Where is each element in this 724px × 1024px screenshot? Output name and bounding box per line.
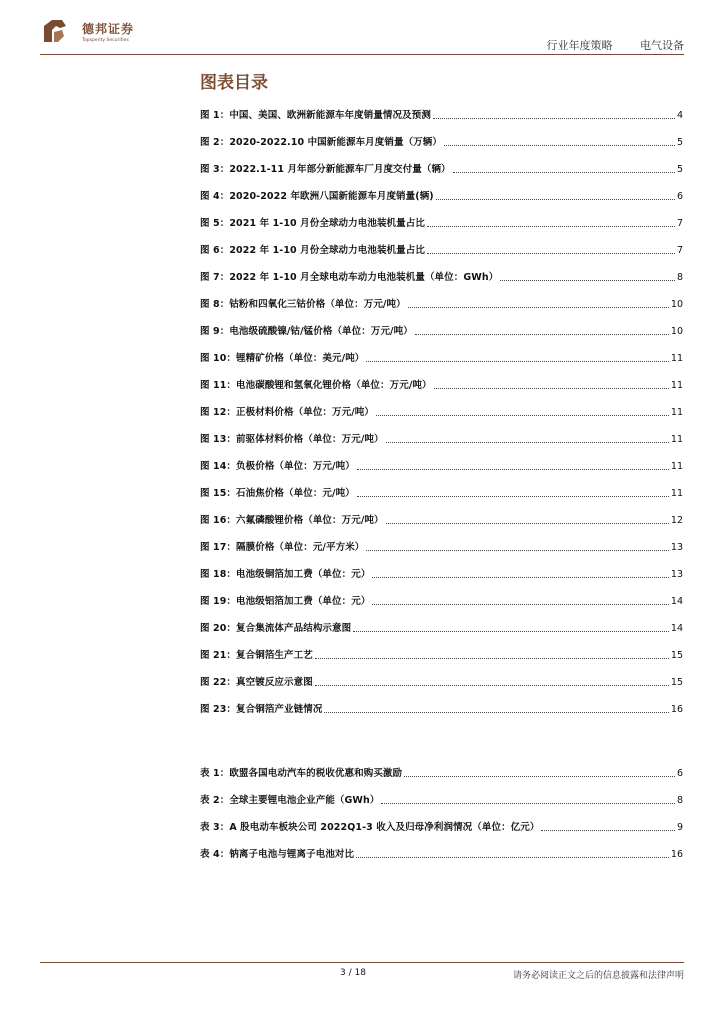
- toc-item-label: 图 9：电池级硫酸镍/钴/锰价格（单位：万元/吨）: [200, 326, 413, 337]
- dot-leader: [500, 279, 675, 281]
- toc-item-figure-6[interactable]: [200, 239, 683, 257]
- toc-item-page: 11: [670, 407, 683, 418]
- toc-item-page: 14: [670, 596, 683, 607]
- toc-item-label: 图 13：前驱体材料价格（单位：万元/吨）: [200, 434, 384, 445]
- dot-leader: [434, 387, 669, 389]
- toc-item-figure-23[interactable]: [200, 698, 683, 716]
- toc-item-page: 11: [670, 353, 683, 364]
- dot-leader: [453, 171, 675, 173]
- toc-item-figure-11[interactable]: [200, 374, 683, 392]
- sector-name: 电气设备: [640, 39, 684, 52]
- toc-item-figure-4[interactable]: [200, 185, 683, 203]
- toc-item-figure-22[interactable]: [200, 671, 683, 689]
- page-number: 3 / 18: [340, 968, 366, 978]
- toc-item-page: 16: [670, 704, 683, 715]
- report-header-tags: [523, 37, 685, 53]
- toc-item-page: 11: [670, 488, 683, 499]
- dot-leader: [366, 360, 669, 362]
- toc-item-figure-10[interactable]: [200, 347, 683, 365]
- toc-item-label: 图 6：2022 年 1-10 月份全球动力电池装机量占比: [200, 245, 425, 256]
- toc-item-page: 11: [670, 434, 683, 445]
- toc-item-label: 图 11：电池碳酸锂和氢氧化锂价格（单位：万元/吨）: [200, 380, 432, 391]
- toc-item-page: 7: [676, 245, 683, 256]
- dot-leader: [315, 657, 669, 659]
- toc-item-label: 图 12：正极材料价格（单位：万元/吨）: [200, 407, 374, 418]
- toc-item-label: 图 8：钴粉和四氧化三钴价格（单位：万元/吨）: [200, 299, 406, 310]
- toc-item-table-1[interactable]: [200, 762, 683, 780]
- toc-item-page: 10: [670, 299, 683, 310]
- dot-leader: [433, 117, 675, 119]
- toc-item-figure-20[interactable]: [200, 617, 683, 635]
- dot-leader: [436, 198, 675, 200]
- toc-item-page: 10: [670, 326, 683, 337]
- toc-item-page: 16: [670, 849, 683, 860]
- dot-leader: [427, 225, 675, 227]
- toc-item-page: 6: [676, 191, 683, 202]
- toc-item-page: 5: [676, 137, 683, 148]
- dot-leader: [386, 522, 669, 524]
- dot-leader: [386, 441, 669, 443]
- dot-leader: [381, 802, 674, 804]
- toc-item-label: 图 19：电池级铝箔加工费（单位：元）: [200, 596, 371, 607]
- dot-leader: [408, 306, 669, 308]
- dot-leader: [404, 775, 675, 777]
- toc-item-figure-13[interactable]: [200, 428, 683, 446]
- toc-item-page: 11: [670, 461, 683, 472]
- toc-item-figure-16[interactable]: [200, 509, 683, 527]
- dot-leader: [372, 576, 668, 578]
- dot-leader: [366, 549, 669, 551]
- toc-item-page: 6: [676, 768, 683, 779]
- company-logo: [40, 14, 150, 50]
- toc-item-table-4[interactable]: [200, 843, 683, 861]
- toc-item-label: 图 17：隔膜价格（单位：元/平方米）: [200, 542, 365, 553]
- dot-leader: [444, 144, 675, 146]
- toc-item-figure-7[interactable]: [200, 266, 683, 284]
- dot-leader: [353, 630, 669, 632]
- toc-item-label: 图 22：真空镀反应示意图: [200, 677, 313, 688]
- dot-leader: [376, 414, 669, 416]
- toc-item-figure-3[interactable]: [200, 158, 683, 176]
- toc-item-label: 表 1：欧盟各国电动汽车的税收优惠和购买激励: [200, 768, 403, 779]
- dot-leader: [427, 252, 675, 254]
- toc-item-label: 图 20：复合集流体产品结构示意图: [200, 623, 352, 634]
- report-type: 行业年度策略: [546, 39, 613, 52]
- toc-item-label: 图 1：中国、美国、欧洲新能源车年度销量情况及预测: [200, 110, 431, 121]
- toc-item-page: 8: [676, 795, 683, 806]
- toc-item-label: 图 23：复合铜箔产业链情况: [200, 704, 323, 715]
- dot-leader: [415, 333, 669, 335]
- logo-english-name: Topsperity Securities: [82, 38, 129, 43]
- toc-item-page: 12: [670, 515, 683, 526]
- header-divider: [40, 54, 684, 55]
- toc-item-page: 7: [676, 218, 683, 229]
- toc-item-label: 表 3：A 股电动车板块公司 2022Q1-3 收入及归母净利润情况（单位：亿元）: [200, 822, 540, 833]
- toc-item-page: 5: [676, 164, 683, 175]
- toc-item-figure-21[interactable]: [200, 644, 683, 662]
- toc-item-page: 15: [670, 650, 683, 661]
- toc-item-label: 图 5：2021 年 1-10 月份全球动力电池装机量占比: [200, 218, 425, 229]
- toc-item-page: 13: [670, 542, 683, 553]
- toc-item-figure-2[interactable]: [200, 131, 683, 149]
- toc-item-table-3[interactable]: [200, 816, 683, 834]
- toc-item-figure-5[interactable]: [200, 212, 683, 230]
- dot-leader: [357, 468, 669, 470]
- toc-item-page: 11: [670, 380, 683, 391]
- toc-item-table-2[interactable]: [200, 789, 683, 807]
- toc-item-label: 表 2：全球主要锂电池企业产能（GWh）: [200, 795, 380, 806]
- dot-leader: [372, 603, 668, 605]
- toc-item-figure-15[interactable]: [200, 482, 683, 500]
- toc-item-page: 14: [670, 623, 683, 634]
- dot-leader: [324, 711, 668, 713]
- toc-item-figure-14[interactable]: [200, 455, 683, 473]
- toc-item-page: 13: [670, 569, 683, 580]
- toc-item-label: 图 3：2022.1-11 月年部分新能源车厂月度交付量（辆）: [200, 164, 451, 175]
- toc-item-label: 图 18：电池级铜箔加工费（单位：元）: [200, 569, 371, 580]
- toc-item-page: 9: [676, 822, 683, 833]
- dot-leader: [315, 684, 669, 686]
- toc-item-label: 图 16：六氟磷酸锂价格（单位：万元/吨）: [200, 515, 384, 526]
- toc-item-page: 4: [676, 110, 683, 121]
- toc-item-figure-9[interactable]: [200, 320, 683, 338]
- toc-item-label: 图 10：锂精矿价格（单位：美元/吨）: [200, 353, 365, 364]
- toc-item-label: 图 14：负极价格（单位：万元/吨）: [200, 461, 355, 472]
- toc-item-label: 图 21：复合铜箔生产工艺: [200, 650, 313, 661]
- dot-leader: [541, 829, 674, 831]
- toc-item-figure-12[interactable]: [200, 401, 683, 419]
- dot-leader: [356, 856, 669, 858]
- dot-leader: [357, 495, 669, 497]
- toc-item-label: 图 7：2022 年 1-10 月全球电动车动力电池装机量（单位：GWh）: [200, 272, 499, 283]
- toc-item-label: 图 2：2020-2022.10 中国新能源车月度销量（万辆）: [200, 137, 442, 148]
- toc-item-page: 8: [676, 272, 683, 283]
- toc-item-label: 图 4：2020-2022 年欧洲八国新能源车月度销量(辆): [200, 191, 434, 202]
- toc-item-label: 图 15：石油焦价格（单位：元/吨）: [200, 488, 355, 499]
- toc-item-figure-19[interactable]: [200, 590, 683, 608]
- section-title: 图表目录: [200, 73, 268, 93]
- footer-divider: [40, 962, 684, 963]
- legal-disclaimer: 请务必阅读正文之后的信息披露和法律声明: [512, 971, 684, 981]
- toc-item-page: 15: [670, 677, 683, 688]
- toc-item-figure-8[interactable]: [200, 293, 683, 311]
- logo-name: 德邦证券: [82, 22, 135, 36]
- toc-item-figure-17[interactable]: [200, 536, 683, 554]
- toc-item-figure-1[interactable]: [200, 104, 683, 122]
- toc-item-label: 表 4：钠离子电池与锂离子电池对比: [200, 849, 355, 860]
- toc-item-figure-18[interactable]: [200, 563, 683, 581]
- deppon-logo-icon: [40, 16, 70, 46]
